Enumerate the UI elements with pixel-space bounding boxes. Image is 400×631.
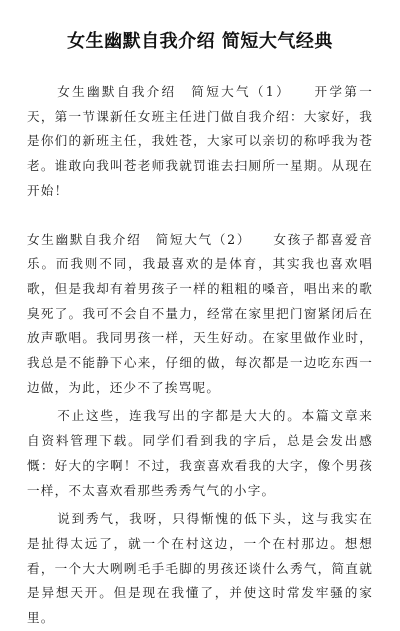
paragraph-handwriting: 不止这些，连我写出的字都是大大的。本篇文章来自资料管理下载。同学们看到我的字后，总是会发出感慨：好大的字啊！不过，我蛮喜欢看我的大字，像个男孩一样，不太喜欢看那些秀秀气气的小字。 (27, 408, 373, 498)
paragraph-intro-2: 女生幽默自我介绍 简短大气（2） 女孩子都喜爱音乐。而我则不同，我最喜欢的是体育，其实我也喜欢唱歌，但是我却有着男孩子一样的粗粗的嗓音，唱出来的歌臭死了。我可不会自不量力，经常在家里把门窗紧闭后在放声歌唱。我同男孩一样，天生好动。在家里做作业时，我总是不能静下心来，仔细的做，每次都是一边吃东西一边做，为此，还少不了挨骂呢。 (27, 231, 373, 395)
paragraph-spacer (27, 204, 373, 228)
paragraph-elegance: 说到秀气，我呀，只得惭愧的低下头，这与我实在是扯得太远了，就一个在村这边，一个在村那边。想想看，一个大大咧咧毛手毛脚的男孩还谈什么秀气，简直就是异想天开。但是现在我懂了，并使这时常发牢骚的家里。 (27, 511, 373, 626)
paragraph-intro-1: 女生幽默自我介绍 简短大气（1） 开学第一天，第一节课新任女班主任进门做自我介绍：大家好，我是你们的新班主任，我姓苍，大家可以亲切的称呼我为苍老。谁敢向我叫苍老师我就罚谁去扫厕所一星期。从现在开始！ (27, 84, 373, 198)
document-title: 女生幽默自我介绍 简短大气经典 (67, 31, 333, 52)
